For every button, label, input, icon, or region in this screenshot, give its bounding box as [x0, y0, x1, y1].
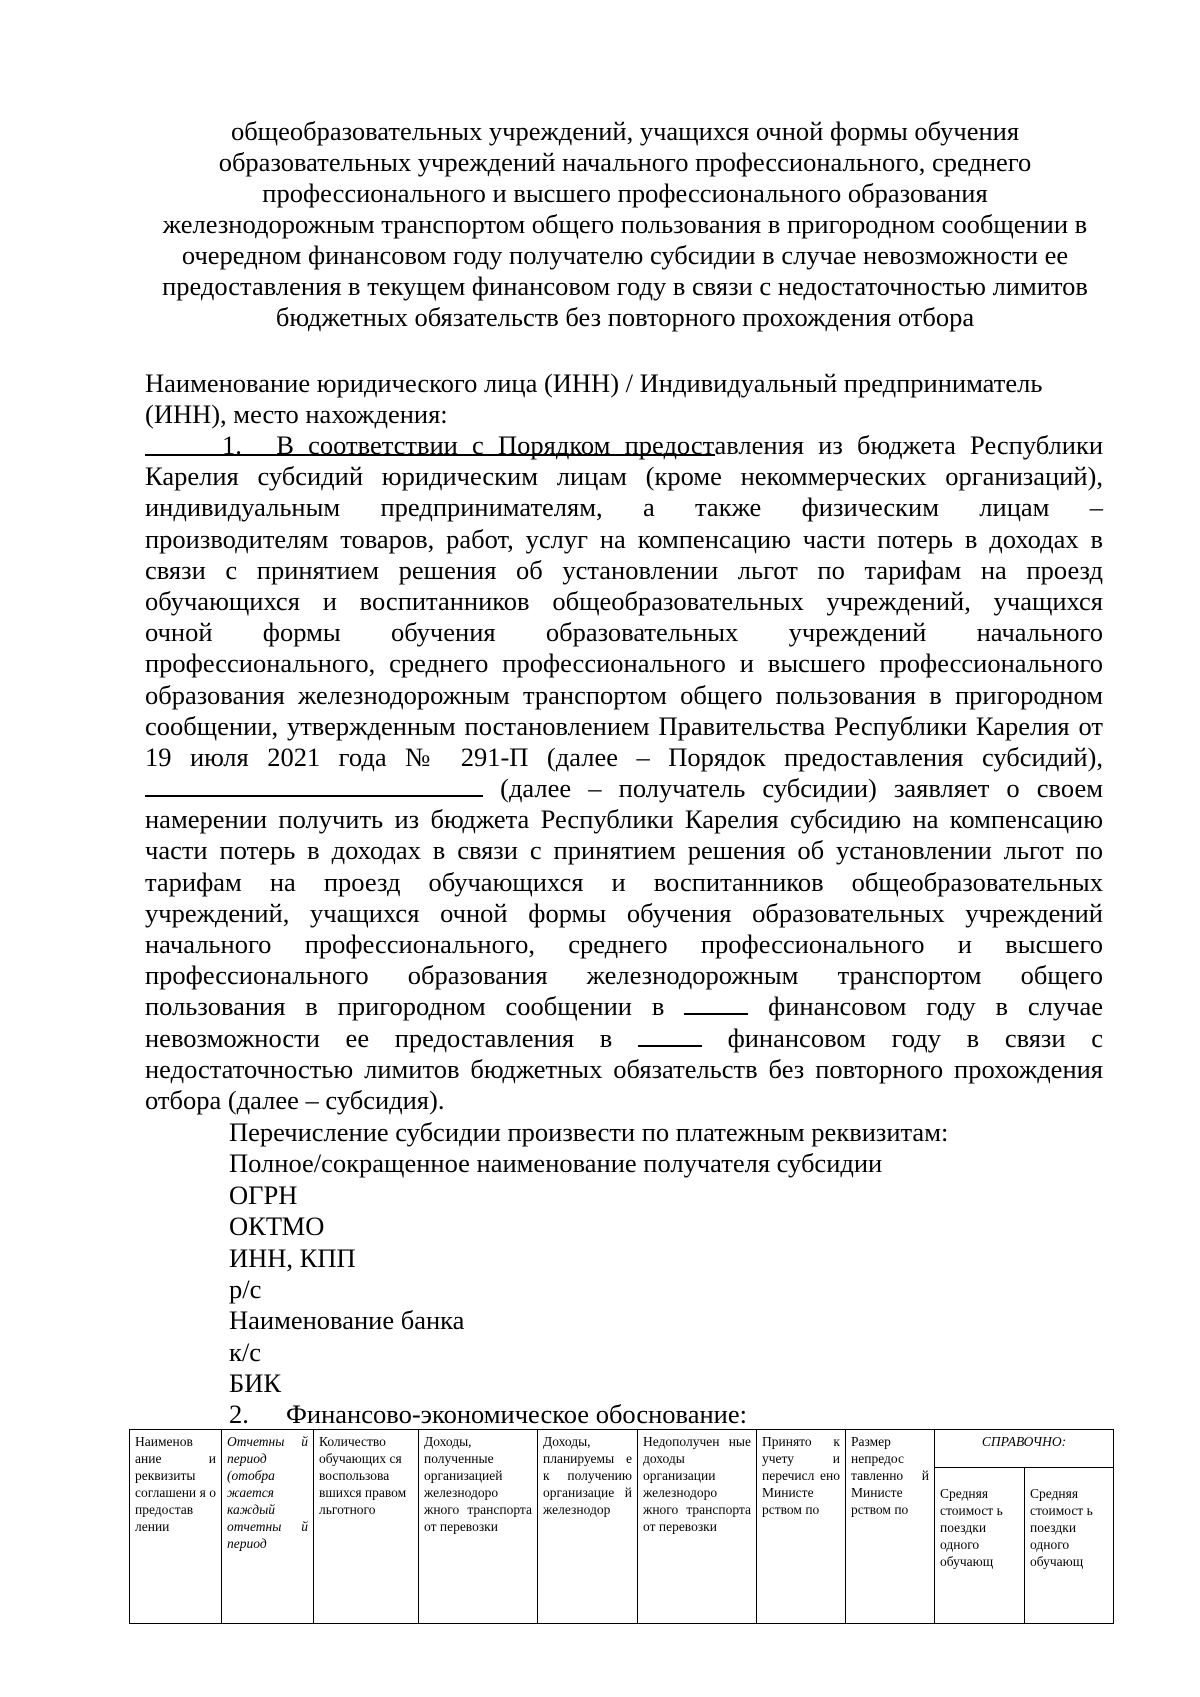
- requisite-bik: БИК: [229, 1368, 282, 1399]
- payment-requisites: [229, 1117, 948, 1400]
- year-blank-2: [638, 1023, 702, 1047]
- paragraph-text: невозможности ее предоставления в: [145, 1022, 613, 1053]
- section-number: 2.: [229, 1399, 249, 1429]
- paragraph-line: Карелия субсидий юридическим лицам (кроме некоммерческих организаций),: [145, 461, 1103, 492]
- title-line: предоставления в текущем финансовом году в связи с недостаточностью лимитов: [162, 271, 1088, 301]
- table-header-cell: [757, 1430, 846, 1624]
- table-header-cell: [538, 1430, 638, 1624]
- paragraph-line: обучающихся и воспитанников общеобразовательных учреждений, учащихся: [145, 585, 1103, 616]
- requisite-ogrn: ОГРН: [229, 1179, 298, 1210]
- paragraph-line: части потерь в доходах в связи с принятием решения об установлении льгот по: [145, 835, 1103, 866]
- paragraph-line: [145, 430, 1103, 461]
- requisite-oktmo: ОКТМО: [229, 1211, 325, 1242]
- requisite-intro: Перечисление субсидии произвести по платежным реквизитам:: [229, 1117, 949, 1147]
- paragraph-line: связи с принятием решения об установлении льгот по тарифам на проезд: [145, 554, 1103, 585]
- requisite-bank-name: Наименование банка: [229, 1305, 465, 1336]
- applicant-label: Наименование юридического лица (ИНН) / Индивидуальный предприниматель: [145, 368, 1043, 398]
- paragraph-line: [145, 991, 1103, 1022]
- header-text: Доходы, планируемы е к получению организацие й железнодор: [543, 1434, 632, 1517]
- title-line: железнодорожным транспортом общего пользования в пригородном сообщении в: [162, 209, 1088, 239]
- applicant-location-label: (ИНН), место нахождения:: [145, 399, 448, 429]
- paragraph-text: финансовом году в случае: [768, 991, 1103, 1022]
- table-header-cell: [314, 1430, 419, 1624]
- requisite-inn-kpp: ИНН, КПП: [229, 1242, 356, 1273]
- paragraph-line: намерении получить из бюджета Республики Карелия субсидию на компенсацию: [145, 804, 1103, 835]
- document-title: [145, 116, 1105, 333]
- paragraph-line: [145, 1023, 1103, 1054]
- financial-table: [129, 1429, 1114, 1624]
- requisite-account: р/с: [229, 1273, 262, 1304]
- table-header-cell: [638, 1430, 757, 1624]
- reference-header-text: СПРАВОЧНО:: [981, 1434, 1067, 1449]
- paragraph-line: 19 июля 2021 года № 291-П (далее – Порядок предоставления субсидий),: [145, 741, 1103, 772]
- paragraph-line: сообщении, утвержденным постановлением Правительства Республики Карелия от: [145, 710, 1103, 741]
- year-blank-1: [684, 991, 748, 1015]
- table-header-cell: [222, 1430, 314, 1624]
- table-header-cell: [419, 1430, 538, 1624]
- header-text: Недополучен ные доходы организации железнодоро жного транспорта от перевозки: [643, 1434, 751, 1534]
- requisite-recipient-name: Полное/сокращенное наименование получателя субсидии: [229, 1148, 883, 1179]
- paragraph-line: недостаточностью лимитов бюджетных обязательств без повторного прохождения: [145, 1053, 1103, 1084]
- paragraph-1: [145, 430, 1103, 1116]
- table-header-row: [130, 1430, 1114, 1468]
- header-text: Принято к учету и перечисл ено Министе рством по: [762, 1434, 840, 1517]
- reference-header-cell: [935, 1430, 1114, 1468]
- paragraph-line: производителям товаров, работ, услуг на компенсацию части потерь в доходах в: [145, 523, 1103, 554]
- paragraph-line: тарифам на проезд обучающихся и воспитанников общеобразовательных: [145, 866, 1103, 897]
- header-text: Доходы, полученные организацией железнодоро жного транспорта от перевозки: [424, 1434, 532, 1534]
- header-text: Количество обучающих ся воспользова вшихся правом льготного: [319, 1434, 407, 1517]
- subheader-text: Средняя стоимост ь поездки одного обучающ: [940, 1486, 1003, 1569]
- paragraph-line: [145, 773, 1103, 804]
- table-header-cell: [130, 1430, 222, 1624]
- paragraph-line: профессионального образования железнодорожным транспортом общего: [145, 960, 1103, 991]
- paragraph-text: пользования в пригородном сообщении в: [145, 991, 665, 1022]
- title-line: очередном финансовом году получателю субсидии в случае невозможности ее: [181, 240, 1069, 270]
- paragraph-line: профессионального, среднего профессионального и высшего профессионального: [145, 648, 1103, 679]
- header-text: Наименов ание и реквизиты соглашени я о предостав лении: [135, 1434, 216, 1534]
- section-2-heading: [229, 1399, 747, 1430]
- subheader-text: Средняя стоимост ь поездки одного обучающ: [1030, 1486, 1093, 1569]
- table-subheader-cell: [1025, 1468, 1114, 1624]
- table-header-cell: [846, 1430, 935, 1624]
- table-subheader-cell: [935, 1468, 1025, 1624]
- header-text: Отчетны й период (отобра жается каждый отчетны й период: [227, 1434, 308, 1551]
- requisite-corr-account: к/с: [229, 1336, 261, 1367]
- paragraph-line: очной формы обучения образовательных учреждений начального: [145, 617, 1103, 648]
- section-label: Финансово-экономическое обоснование:: [286, 1399, 747, 1429]
- paragraph-line: отбора (далее – субсидия).: [145, 1084, 445, 1115]
- paragraph-text: финансовом году в связи с: [727, 1022, 1103, 1053]
- paragraph-line: начального профессионального, среднего профессионального и высшего: [145, 929, 1103, 959]
- paragraph-line: учреждений, учащихся очной формы обучения образовательных учреждений: [145, 897, 1103, 928]
- paragraph-line: индивидуальным предпринимателям, а также физическим лицам –: [145, 492, 1103, 523]
- title-line: профессионального и высшего профессионального образования: [262, 178, 988, 208]
- recipient-name-blank: [145, 773, 483, 797]
- paragraph-text: В соответствии с Порядком предоставления из бюджета Республики: [276, 430, 1103, 460]
- title-line: образовательных учреждений начального профессионального, среднего: [218, 147, 1032, 177]
- paragraph-number: 1.: [222, 430, 242, 460]
- title-line: бюджетных обязательств без повторного прохождения отбора: [275, 302, 975, 332]
- header-text: Размер непредос тавленно й Министе рством по: [851, 1434, 929, 1517]
- title-line: общеобразовательных учреждений, учащихся очной формы обучения: [230, 116, 1020, 146]
- paragraph-text: (далее – получатель субсидии) заявляет о своем: [500, 773, 1103, 804]
- paragraph-line: образования железнодорожным транспортом общего пользования в пригородном: [145, 679, 1103, 710]
